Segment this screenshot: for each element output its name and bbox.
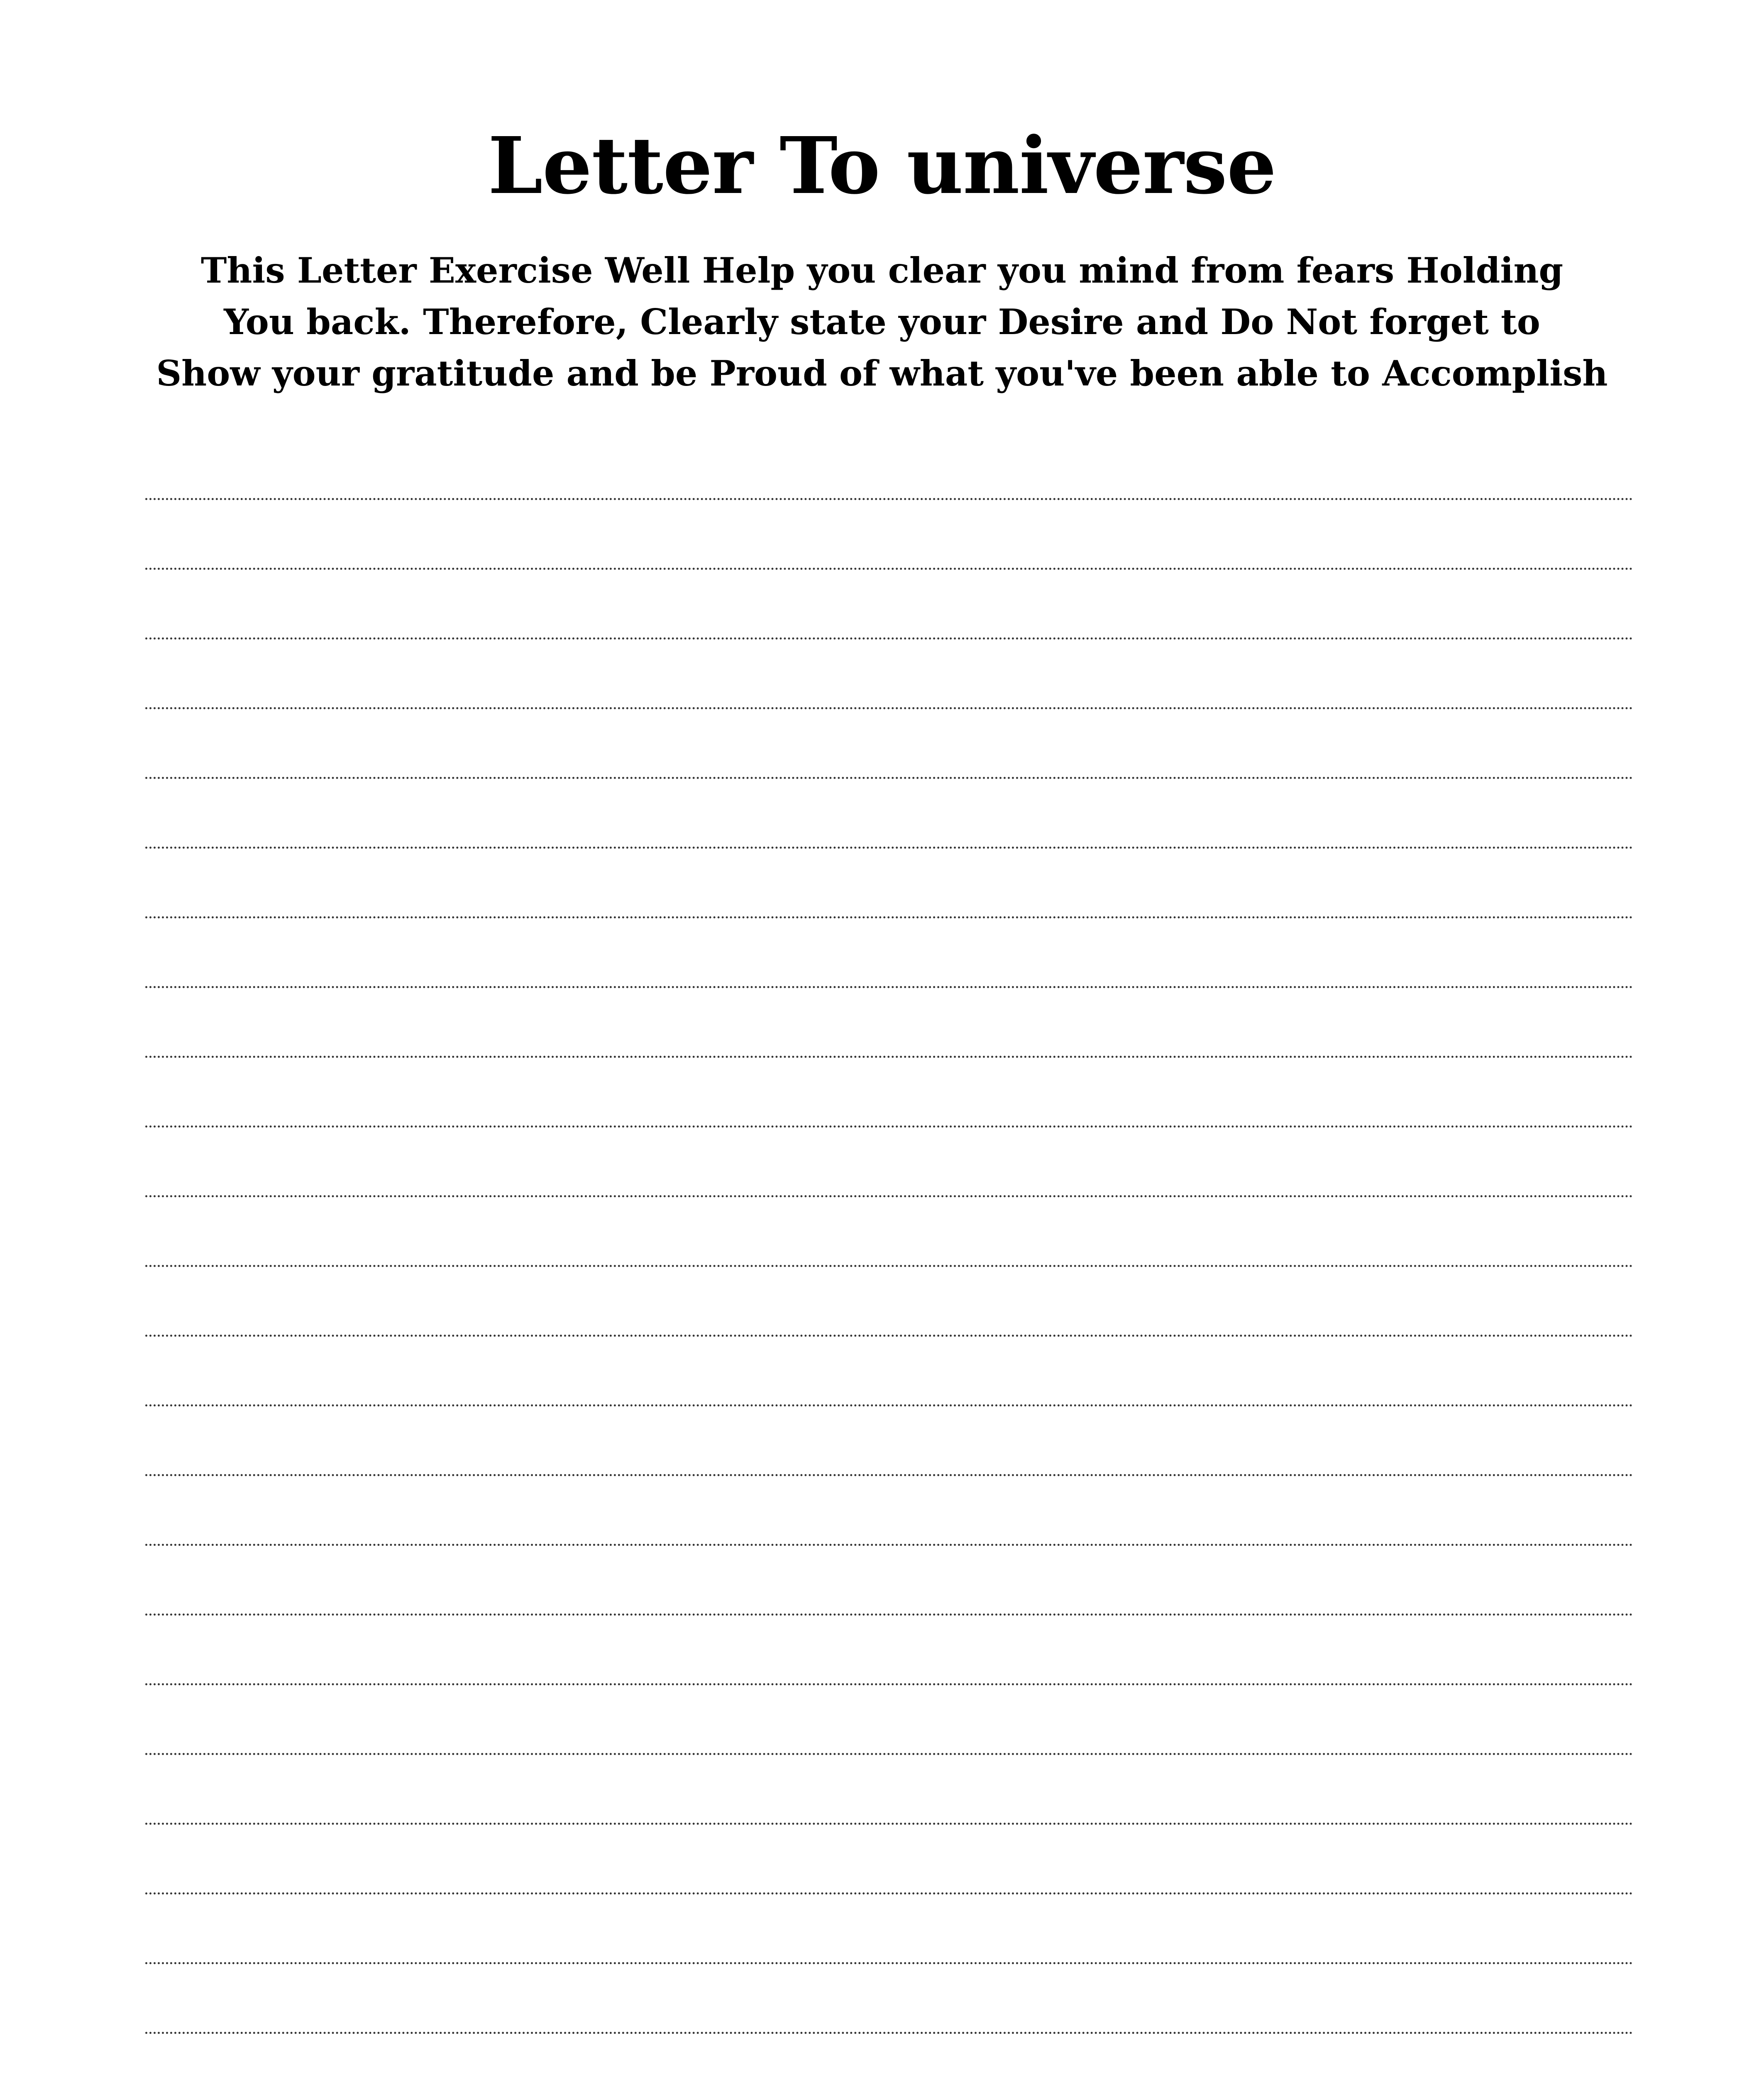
instruction-line-1: This Letter Exercise Well Help you clear you mind from fears Holding [200,250,1564,291]
writing-line [145,1823,1633,1825]
writing-line [145,1614,1633,1616]
writing-line [145,777,1633,779]
writing-line [145,568,1633,570]
writing-line [145,986,1633,988]
writing-line [145,707,1633,709]
writing-line [145,1404,1633,1406]
instruction-line-3: Show your gratitude and be Proud of what you've been able to Accomplish [156,353,1608,394]
writing-area[interactable] [145,498,1633,2075]
writing-line [145,1474,1633,1476]
writing-line [145,1683,1633,1685]
instruction-line-2: You back. Therefore, Clearly state your Desire and Do Not forget to [224,301,1540,342]
writing-line [145,1335,1633,1337]
writing-line [145,2032,1633,2034]
writing-line [145,1265,1633,1267]
writing-line [145,916,1633,918]
instructions-paragraph [0,245,1764,399]
writing-line [145,1056,1633,1058]
writing-line [145,1544,1633,1546]
writing-line [145,1195,1633,1197]
writing-line [145,1962,1633,1964]
page-title: Letter To universe [488,120,1276,212]
writing-line [145,1125,1633,1128]
writing-line [145,847,1633,849]
writing-line [145,1753,1633,1755]
writing-line [145,498,1633,500]
writing-line [145,637,1633,640]
writing-line [145,1892,1633,1894]
